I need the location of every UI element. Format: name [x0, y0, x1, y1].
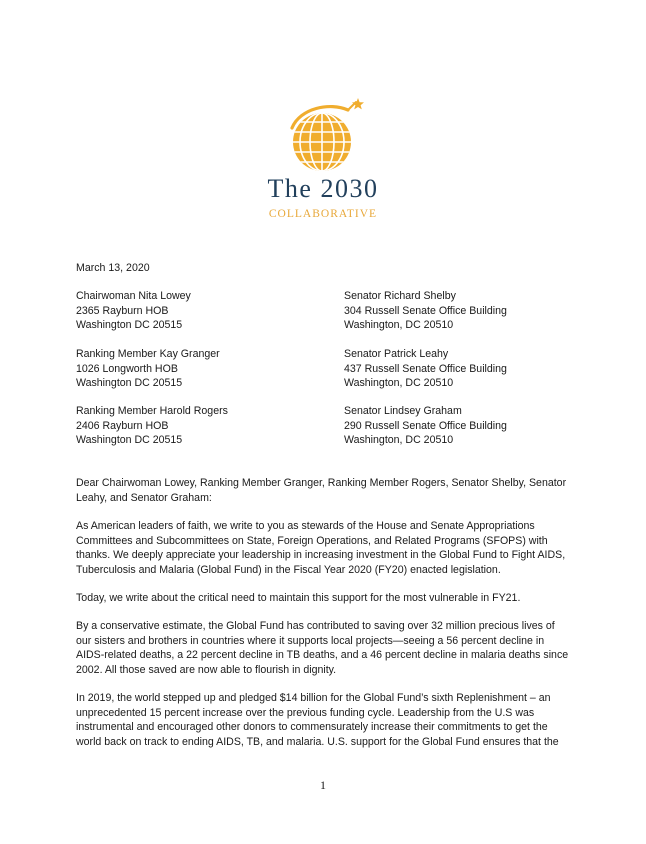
recipient-line: 290 Russell Senate Office Building — [344, 419, 507, 432]
text-line: Leahy, and Senator Graham: — [76, 491, 212, 504]
recipient-line: Ranking Member Kay Granger — [76, 348, 220, 360]
recipient-line: Ranking Member Harold Rogers — [76, 405, 228, 417]
recipient-leahy — [344, 347, 507, 391]
text-line: AIDS-related deaths, a 22 percent decline in TB deaths, and a 46 percent decline in malaria deaths since — [76, 649, 569, 662]
paragraph-purpose — [76, 591, 576, 606]
recipient-rogers — [76, 404, 228, 448]
recipient-shelby — [344, 289, 507, 333]
text-line: In 2019, the world stepped up and pledged $14 billion for the Global Fund’s sixth Replenishment – an — [76, 692, 551, 704]
recipient-line: Senator Richard Shelby — [344, 290, 456, 302]
paragraph-replenishment — [76, 691, 576, 749]
paragraph-intro — [76, 519, 576, 577]
recipient-line: Washington, DC 20510 — [344, 377, 454, 390]
recipient-line: 304 Russell Senate Office Building — [344, 304, 507, 317]
recipient-line: Washington, DC 20510 — [344, 319, 454, 332]
recipient-line: Washington DC 20515 — [76, 434, 183, 447]
text-line: unprecedented 15 percent increase over the previous funding cycle. Leadership from the U.S was — [76, 706, 535, 719]
recipient-line: Washington, DC 20510 — [344, 434, 454, 447]
text-line: our sisters and brothers in countries where it supports local projects—seeing a 56 percent decline in — [76, 634, 545, 647]
text-line: Tuberculosis and Malaria (Global Fund) in the Fiscal Year 2020 (FY20) enacted legislation. — [76, 563, 501, 576]
recipient-line: 1026 Longworth HOB — [76, 362, 178, 375]
text-line: world back on track to ending AIDS, TB, and malaria. U.S. support for the Global Fund ensures that the — [76, 735, 559, 748]
brand-tagline: COLLABORATIVE — [268, 208, 378, 220]
recipient-lowey — [76, 289, 191, 333]
text-line: thanks. We deeply appreciate your leadership in increasing investment in the Global Fund to Fight AIDS, — [76, 549, 566, 562]
recipient-graham — [344, 404, 507, 448]
recipient-line: Chairwoman Nita Lowey — [76, 290, 191, 302]
recipient-line: Washington DC 20515 — [76, 377, 183, 390]
text-line: Committees and Subcommittees on State, Foreign Operations, and Related Programs (SFOPS) with — [76, 534, 548, 547]
recipient-line: Senator Lindsey Graham — [344, 405, 462, 417]
recipient-line: Senator Patrick Leahy — [344, 348, 449, 360]
recipient-line: Washington DC 20515 — [76, 319, 183, 332]
text-line: Dear Chairwoman Lowey, Ranking Member Granger, Ranking Member Rogers, Senator Shelby, Senator — [76, 477, 567, 489]
brand-name: The 2030 — [267, 174, 379, 203]
letter-date: March 13, 2020 — [76, 262, 150, 274]
page-number: 1 — [320, 778, 326, 792]
recipient-line: 2406 Rayburn HOB — [76, 419, 169, 432]
globe-with-star-icon — [286, 96, 368, 176]
text-line: 2002. All those saved are now able to flourish in dignity. — [76, 663, 337, 676]
recipient-line: 437 Russell Senate Office Building — [344, 362, 507, 375]
salutation — [76, 476, 576, 505]
paragraph-impact — [76, 619, 576, 677]
text-line: As American leaders of faith, we write to you as stewards of the House and Senate Appropriations — [76, 520, 535, 532]
recipient-line: 2365 Rayburn HOB — [76, 304, 169, 317]
text-line: By a conservative estimate, the Global Fund has contributed to saving over 32 million precious lives of — [76, 620, 555, 632]
text-line: Today, we write about the critical need to maintain this support for the most vulnerable in FY21. — [76, 592, 521, 604]
recipient-granger — [76, 347, 220, 391]
text-line: instrumental and encouraged other donors to commensurately increase their commitments to get the — [76, 721, 548, 734]
